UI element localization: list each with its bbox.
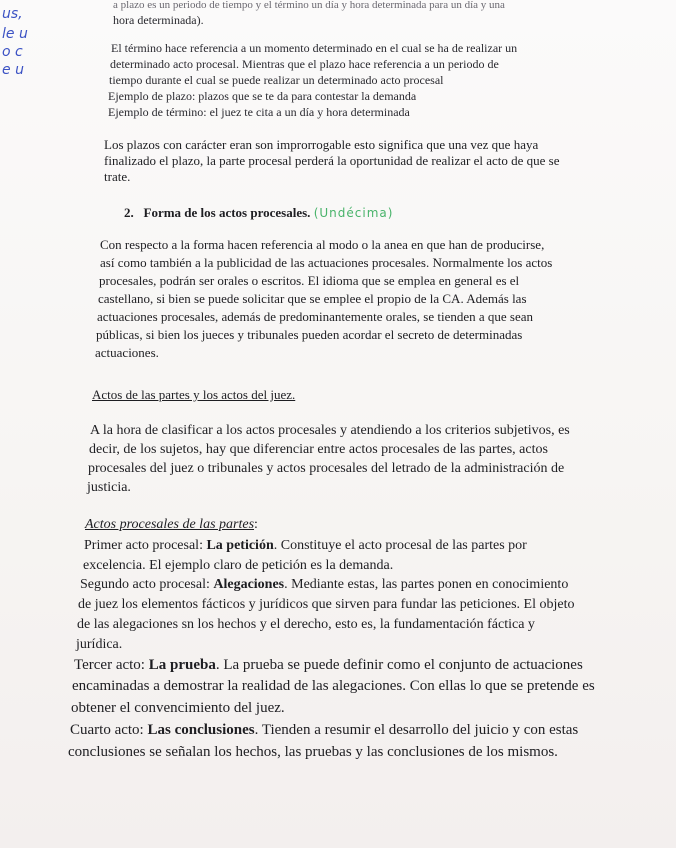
section-heading (124, 206, 393, 219)
acto2-line: jurídica. (76, 637, 123, 652)
handwritten-annotation: (Undécima) (313, 206, 394, 220)
improrrogable-line: finalizado el plazo, la parte procesal perderá la oportunidad de realizar el acto de que se (104, 153, 560, 168)
intro-line: hora determinada). (113, 13, 204, 27)
section-number: 2. (124, 205, 134, 220)
margin-note: o c (2, 44, 23, 60)
acto2-line: de las alegaciones sn los hechos y el derecho, esto es, la fundamentación fáctica y (77, 617, 535, 632)
termino-line: Ejemplo de plazo: plazos que se te da para contestar la demanda (108, 89, 417, 103)
margin-note: e u (2, 62, 24, 78)
forma-line: actuaciones. (95, 345, 159, 360)
intro-line: a plazo es un periodo de tiempo y el término un día y hora determinada para un día y una (113, 0, 505, 11)
margin-note: us, (2, 6, 23, 22)
acto3-line: obtener el convencimiento del juez. (71, 700, 285, 716)
partes-heading: Actos procesales de las partes: (85, 517, 258, 532)
acto4-line: conclusiones se señalan los hechos, las pruebas y las conclusiones de los mismos. (68, 744, 558, 760)
termino-line: Ejemplo de término: el juez te cita a un día y hora determinada (108, 105, 410, 119)
forma-line: así como también a la publicidad de las actuaciones procesales. Normalmente los actos (100, 255, 553, 270)
improrrogable-line: trate. (104, 169, 131, 184)
improrrogable-line: Los plazos con carácter eran son improrrogable esto significa que una vez que haya (104, 137, 539, 152)
acto3-line: encaminadas a demostrar la realidad de las alegaciones. Con ellas lo que se pretende es (72, 678, 595, 694)
forma-line: castellano, si bien se puede solicitar que se emplee el propio de la CA. Además las (98, 291, 527, 306)
section-title: Forma de los actos procesales. (143, 205, 311, 220)
acto1-line: Primer acto procesal: La petición. Constituye el acto procesal de las partes por (84, 538, 527, 553)
clasificar-line: procesales del juez o tribunales y actos procesales del letrado de la administración de (88, 461, 565, 476)
forma-line: procesales, podrán ser orales o escritos. El idioma que se emplea en general es el (99, 273, 520, 288)
forma-line: actuaciones procesales, además de predominantemente orales, se tienden a que sean (97, 309, 534, 324)
termino-line: determinado acto procesal. Mientras que el plazo hace referencia a un periodo de (110, 57, 499, 71)
termino-line: tiempo durante el cual se puede realizar un determinado acto procesal (109, 73, 444, 87)
forma-line: Con respecto a la forma hacen referencia al modo o la anea en que han de producirse, (100, 237, 545, 252)
forma-line: públicas, si bien los jueces y tribunales pueden acordar el secreto de determinadas (96, 327, 523, 342)
clasificar-line: justicia. (87, 480, 131, 495)
acto2-line: de juez los elementos fácticos y jurídicos que sirven para fundar las peticiones. El objeto (78, 597, 575, 612)
acto4-line: Cuarto acto: Las conclusiones. Tienden a resumir el desarrollo del juicio y con estas (70, 722, 579, 738)
margin-note: le u (2, 26, 28, 42)
termino-line: El término hace referencia a un momento determinado en el cual se ha de realizar un (111, 41, 518, 55)
acto1-line: excelencia. El ejemplo claro de petición es la demanda. (83, 558, 394, 573)
clasificar-line: A la hora de clasificar a los actos procesales y atendiendo a los criterios subjetivos, es (90, 423, 570, 438)
acto2-line: Segundo acto procesal: Alegaciones. Mediante estas, las partes ponen en conocimiento (80, 577, 569, 592)
clasificar-line: decir, de los sujetos, hay que diferenciar entre actos procesales de las partes, actos (89, 442, 548, 457)
subheading: Actos de las partes y los actos del juez. (92, 387, 296, 402)
acto3-line: Tercer acto: La prueba. La prueba se puede definir como el conjunto de actuaciones (74, 657, 583, 673)
